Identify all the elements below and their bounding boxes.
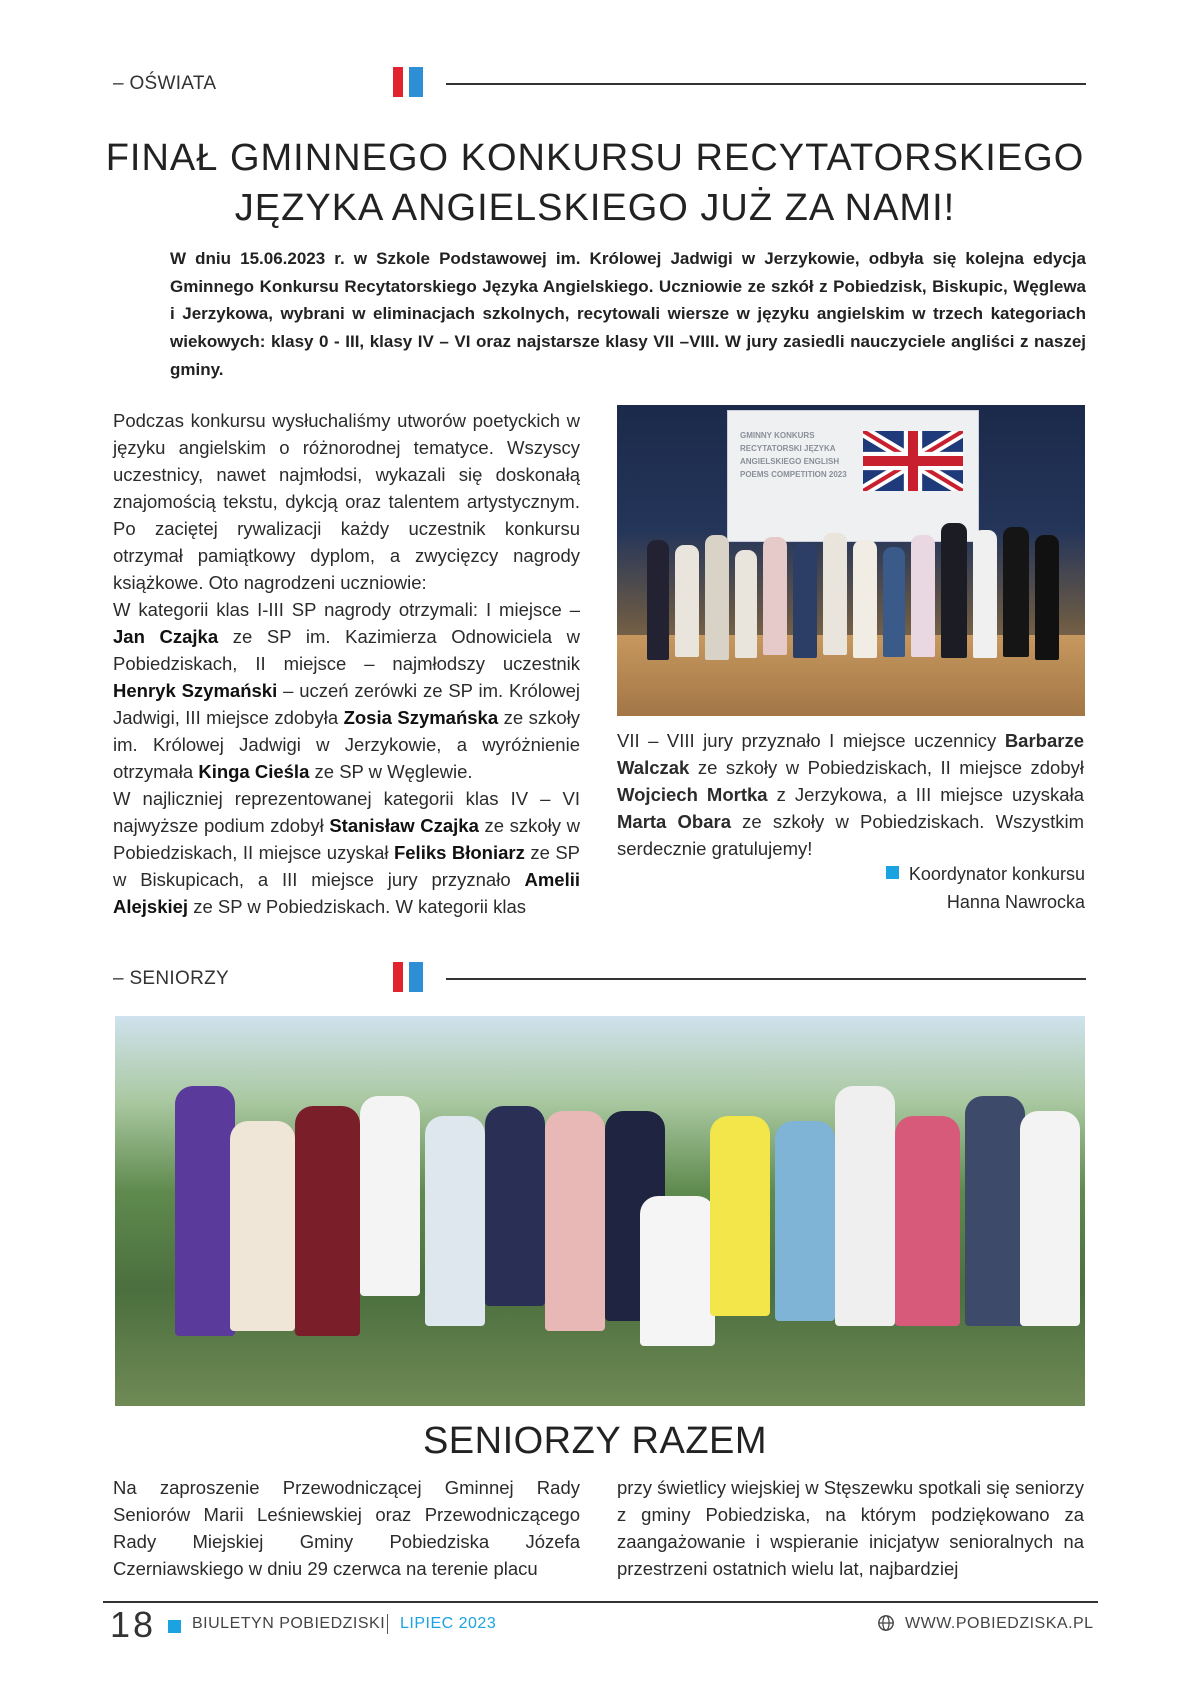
section-label: – SENIORZY xyxy=(113,968,229,989)
title-line: JĘZYKA ANGIELSKIEGO JUŻ ZA NAMI! xyxy=(234,187,956,229)
screen-text: GMINNY KONKURS RECYTATORSKI JĘZYKA ANGIELSKIEGO ENGLISH POEMS COMPETITION 2023 xyxy=(740,431,847,479)
flag-blue-bar xyxy=(409,962,423,992)
coordinator-name: Hanna Nawrocka xyxy=(946,892,1085,912)
article-left-column: Na zaproszenie Przewodniczącej Gminnej Rady Seniorów Marii Leśniewskiej oraz Przewodniczącego Rady Miejskiej Gminy Pobiedziska Józefa Czerniawskiego w dniu 29 czerwca na terenie placu xyxy=(113,1477,580,1579)
winner-name: Wojciech Mortka xyxy=(617,784,768,805)
globe-icon xyxy=(877,1614,895,1632)
article-lead: W dniu 15.06.2023 r. w Szkole Podstawowej im. Królowej Jadwigi w Jerzykowie, odbyła się kolejna edycja Gminnego Konkursu Recytatorskiego Języka Angielskiego. Uczniowie ze szkół z Pobiedzisk, Biskupic, Węglewa i Jerzykowa, wybrani w eliminacjach szkolnych, recytowali wiersze w języku angielskim w trzech kategoriach wiekowych: klasy 0 - III, klasy IV – VI oraz najstarsze klasy VII –VIII. W jury zasiedli nauczyciele angliści z naszej gminy. xyxy=(170,249,1086,379)
competition-photo xyxy=(617,405,1085,716)
section-label: – OŚWIATA xyxy=(113,73,217,94)
winner-name: Jan Czajka xyxy=(113,626,219,647)
publication-name: BIULETYN POBIEDZISKI xyxy=(192,1615,386,1632)
bullet-square-icon xyxy=(168,1620,181,1633)
winner-name: Feliks Błoniarz xyxy=(393,842,525,863)
coordinator-role: Koordynator konkursu xyxy=(908,864,1085,884)
article-title: SENIORZY RAZEM xyxy=(422,1420,768,1462)
winner-name: Marta Obara xyxy=(617,811,731,832)
uk-flag-icon xyxy=(863,431,963,491)
paragraph: Podczas konkursu wysłuchaliśmy utworów poetyckich w języku angielskim o różnorodnej tematyce. Wszyscy uczestnicy, nawet najmłodsi, wykazali się doskonałą znajomością tekstu, dykcją oraz talentem artystycznym. Po zaciętej rywalizacji każdy uczestnik konkursu otrzymał pamiątkowy dyplom, a zwycięzcy nagrody książkowe. Oto nagrodzeni uczniowie: xyxy=(113,410,580,593)
flag-red-bar xyxy=(393,67,403,97)
projection-screen xyxy=(727,410,979,542)
section-divider xyxy=(446,978,1086,980)
article-right-column: VII – VIII jury przyznało I miejsce uczennicy Barbarze Walczak ze szkoły w Pobiedziskach, II miejsce zdobył Wojciech Mortka z Jerzykowa, a III miejsce uzyskała Marta Obara ze szkoły w Pobiedziskach. Wszystkim serdecznie gratulujemy! xyxy=(617,730,1084,859)
paragraph: W najliczniej reprezentowanej kategorii klas IV – VI najwyższe podium zdobył Stanisław Czajka ze szkoły w Pobiedziskach, II miejsce uzyskał Feliks Błoniarz ze SP w Biskupicach, a III miejsce jury przyznało Amelii Alejskiej ze SP w Pobiedziskach. W kategorii klas xyxy=(113,788,580,917)
paragraph: W kategorii klas I-III SP nagrody otrzymali: I miejsce – Jan Czajka ze SP im. Kazimierza Odnowiciela w Pobiedziskach, II miejsce – najmłodszy uczestnik Henryk Szymański – uczeń zerówki ze SP im. Królowej Jadwigi, III miejsce zdobyła Zosia Szymańska ze szkoły im. Królowej Jadwigi w Jerzykowie, a wyróżnienie otrzymała Kinga Cieśla ze SP w Węglewie. xyxy=(113,599,581,782)
coordinator-signature xyxy=(760,860,1085,916)
seniors-group-photo xyxy=(115,1016,1085,1406)
winner-name: Zosia Szymańska xyxy=(343,707,499,728)
winner-name: Kinga Cieśla xyxy=(198,761,310,782)
flag-marker xyxy=(393,962,425,992)
footer-separator xyxy=(387,1614,388,1634)
footer-divider xyxy=(103,1601,1098,1603)
article-right-column: przy świetlicy wiejskiej w Stęszewku spotkali się seniorzy z gminy Pobiedziska, na którym podziękowano za zaangażowanie i wspieranie inicjatyw senioralnych na przestrzeni ostatnich wielu lat, najbardziej xyxy=(617,1477,1084,1579)
title-line: FINAŁ GMINNEGO KONKURSU RECYTATORSKIEGO xyxy=(105,137,1085,179)
flag-marker xyxy=(393,67,425,97)
winner-name: Amelii Alejskiej xyxy=(113,869,580,917)
flag-red-bar xyxy=(393,962,403,992)
article-title xyxy=(100,133,1090,233)
bullet-square-icon xyxy=(886,866,899,879)
page-number: 18 xyxy=(110,1604,157,1645)
winner-name: Stanisław Czajka xyxy=(329,815,479,836)
section-divider xyxy=(446,83,1086,85)
article-left-column xyxy=(113,407,580,920)
flag-blue-bar xyxy=(409,67,423,97)
winner-name: Barbarze Walczak xyxy=(617,730,1084,778)
issue-month: LIPIEC 2023 xyxy=(400,1615,497,1632)
website-link[interactable]: WWW.POBIEDZISKA.PL xyxy=(905,1615,1094,1632)
winner-name: Henryk Szymański xyxy=(113,680,278,701)
